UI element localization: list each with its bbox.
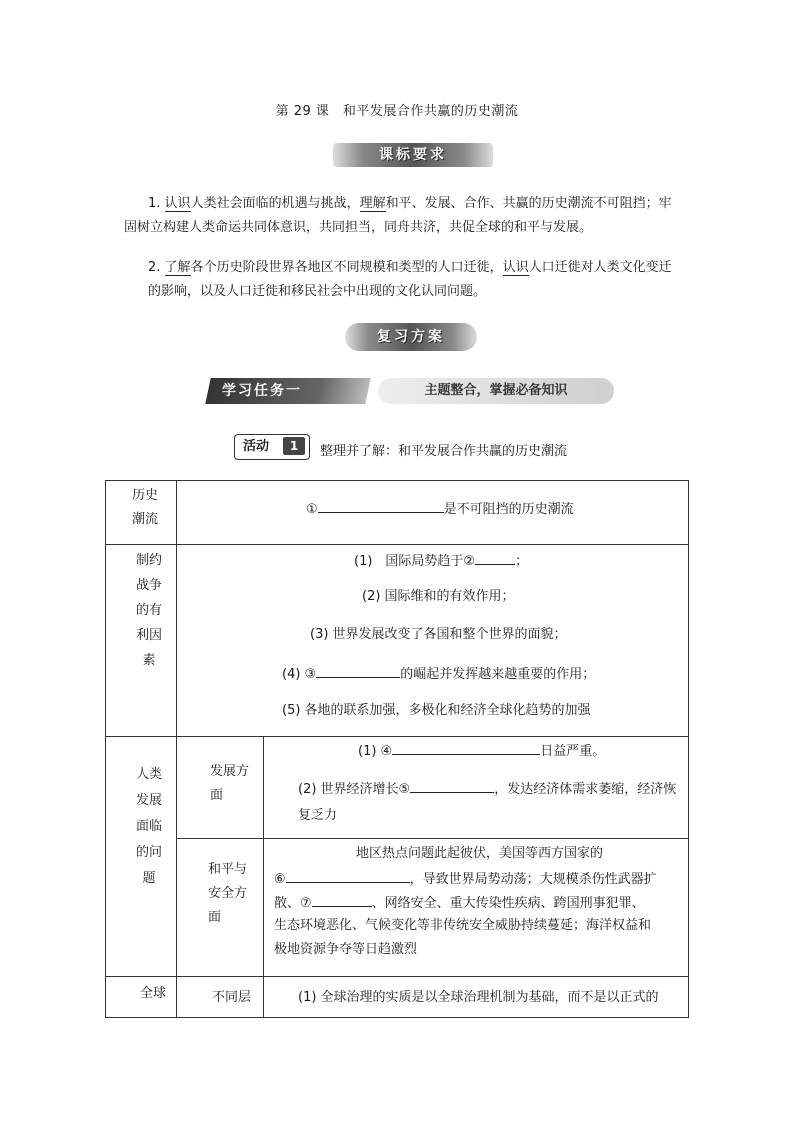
requirement-2-verb-c: 认识	[502, 260, 529, 275]
development-head: 发展方面	[210, 764, 250, 803]
requirement-1	[124, 192, 684, 240]
development-item-1: (1) ④ 日益严重。	[358, 738, 605, 764]
requirement-2	[124, 256, 684, 304]
requirement-1-verb-a: 认识	[164, 196, 191, 211]
row-constraints-head: 制约战争的有利因素	[135, 553, 162, 668]
peace-line-2: ⑥ ，导致世界局势动荡；大规模杀伤性武器扩	[274, 866, 657, 892]
requirement-1-prefix: 1.	[148, 196, 165, 211]
row-history-trend-head: 历史潮流	[131, 488, 158, 527]
requirement-2-text-d: 人口迁徙对人类文化变迁的影响，以及人口迁徙和移民社会中出现的文化认同问题。	[148, 260, 672, 299]
peace-line-4: 生态环境恶化、气候变化等非传统安全威胁持续蔓延；海洋权益和	[274, 918, 652, 933]
activity-badge	[234, 434, 310, 460]
task-label: 学习任务一	[205, 378, 371, 404]
blank-7	[312, 890, 372, 907]
activity-number: 1	[283, 437, 305, 455]
requirement-2-verb-a: 了解	[164, 260, 191, 275]
requirement-2-prefix: 2.	[148, 260, 165, 275]
blank-3	[316, 661, 400, 678]
constraint-item-5: (5) 各地的联系加强，多极化和经济全球化趋势的加强	[282, 703, 591, 718]
requirement-1-text-d: 和平、发展、合作、共赢的历史潮流不可阻挡；牢固树立构建人类命运共同体意识，共同担当，同舟共济，共促全球的和平与发展。	[124, 196, 672, 235]
constraint-item-1: (1) 国际局势趋于② ；	[354, 548, 528, 574]
section-banner-requirements: 课标要求	[333, 143, 493, 167]
peace-line-3: 散、⑦ 、网络安全、重大传染性疾病、跨国刑事犯罪、	[274, 890, 645, 916]
row-global-text: (1) 全球治理的实质是以全球治理机制为基础，而不是以正式的	[298, 990, 659, 1005]
row-history-trend-content	[306, 496, 666, 522]
section-banner-review: 复习方案	[345, 323, 477, 351]
constraint-item-3: (3) 世界发展改变了各国和整个世界的面貌；	[310, 627, 567, 642]
blank-6	[286, 866, 410, 883]
row-global-sub: 不同层	[212, 990, 252, 1005]
row-global-head: 全球	[140, 986, 167, 1001]
task-subtitle: 主题整合，掌握必备知识	[378, 378, 614, 404]
row1-suffix: 是不可阻挡的历史潮流	[443, 502, 574, 517]
blank-5	[410, 776, 494, 793]
peace-security-head: 和平与安全方面	[208, 862, 248, 925]
requirement-1-verb-c: 理解	[359, 196, 386, 211]
activity-label: 活动	[243, 439, 270, 454]
constraint-item-4: (4) ③ 的崛起并发挥越来越重要的作用；	[282, 661, 595, 687]
constraint-item-2: (2) 国际维和的有效作用；	[362, 589, 515, 604]
requirement-2-text-b: 各个历史阶段世界各地区不同规模和类型的人口迁徙，	[190, 260, 503, 275]
peace-line-1: 地区热点问题此起彼伏，美国等西方国家的	[356, 846, 604, 861]
blank-2	[475, 548, 515, 565]
development-item-2: (2) 世界经济增长⑤ ，发达经济体需求萎缩，经济恢复乏力	[298, 776, 684, 829]
page-title: 第 29 课 和平发展合作共赢的历史潮流	[275, 104, 519, 119]
blank-4	[392, 738, 540, 755]
activity-text: 整理并了解：和平发展合作共赢的历史潮流	[320, 444, 568, 459]
requirement-1-text-b: 人类社会面临的机遇与挑战，	[190, 196, 360, 211]
blank-1	[318, 496, 444, 513]
row-problems-head: 人类发展面临的问题	[135, 767, 162, 886]
blank-1-label: ①	[306, 502, 318, 517]
peace-line-5: 极地资源争夺等日趋激烈	[274, 942, 418, 957]
